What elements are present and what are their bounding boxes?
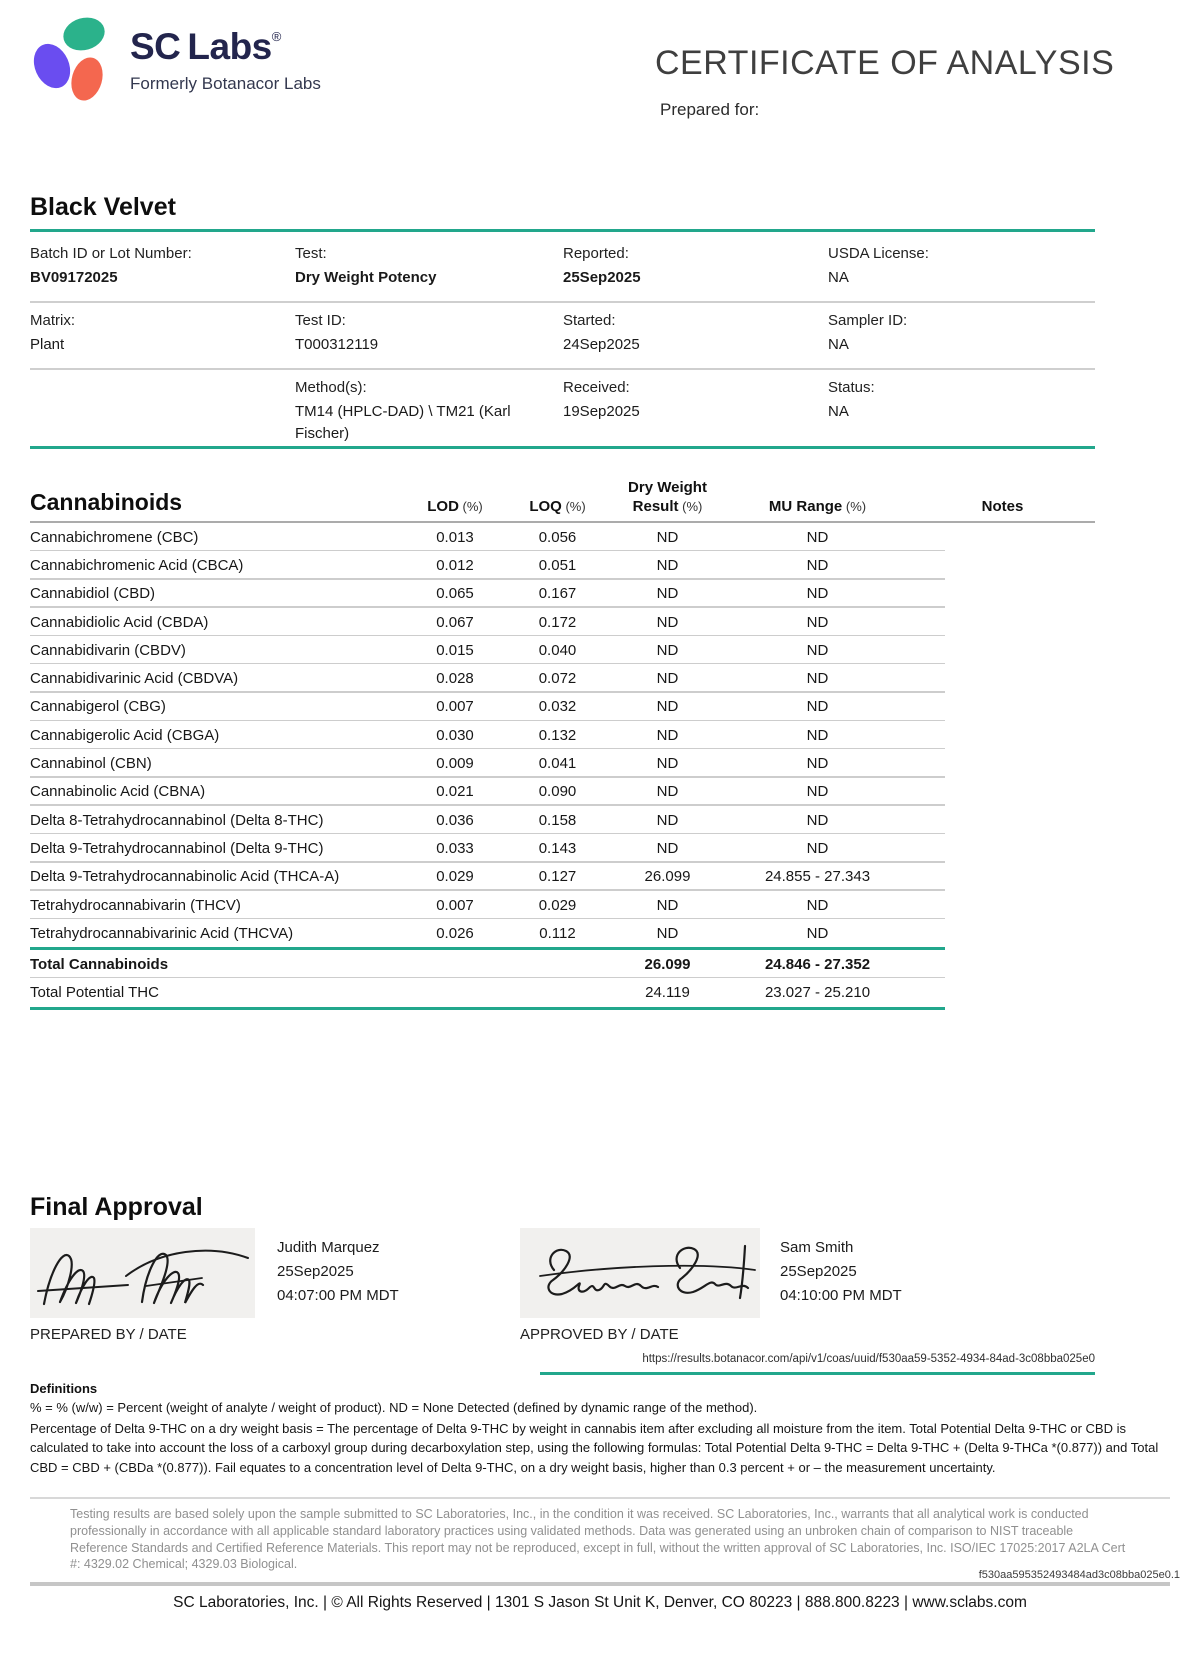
info-field: [563, 311, 828, 356]
cannabinoid-row: [30, 664, 1095, 692]
column-header-result: Dry Weight Result (%): [628, 479, 707, 515]
cannabinoids-section-title: Cannabinoids: [30, 489, 183, 515]
cannabinoid-analyte: Tetrahydrocannabivarinic Acid (THCVA): [30, 924, 294, 942]
cannabinoid-row: [30, 919, 1095, 947]
sc-labs-logo-mark: [30, 12, 118, 108]
cannabinoid-lod: 0.007: [436, 698, 474, 716]
total-label: Total Cannabinoids: [30, 955, 169, 973]
cannabinoid-row: [30, 721, 1095, 749]
info-field-label: Test:: [295, 245, 327, 262]
cannabinoid-loq: 0.172: [538, 613, 577, 631]
cannabinoid-result: ND: [656, 556, 679, 574]
logo-green-dot: [59, 13, 108, 55]
cannabinoid-row: [30, 863, 1095, 891]
cannabinoid-mu: ND: [806, 726, 829, 744]
column-header-notes: Notes: [981, 498, 1024, 515]
info-field-label: Started:: [563, 312, 616, 329]
cannabinoid-result: ND: [656, 698, 679, 716]
info-field-value: Dry Weight Potency: [295, 269, 437, 286]
info-field: [828, 244, 1095, 289]
document-title: CERTIFICATE OF ANALYSIS: [655, 44, 1115, 82]
cannabinoid-loq: 0.127: [538, 868, 577, 886]
info-row: [30, 303, 1095, 370]
cannabinoid-row: [30, 523, 1095, 551]
cannabinoid-result: ND: [656, 641, 679, 659]
cannabinoid-analyte: Delta 8-Tetrahydrocannabinol (Delta 8-THC): [30, 811, 324, 829]
cannabinoid-result: ND: [656, 783, 679, 801]
sample-info-table: [30, 236, 1095, 457]
prepared-signature-box: [30, 1228, 255, 1318]
disclaimer-text: Testing results are based solely upon the sample submitted to SC Laboratories, Inc., in the condition it was received. SC Laboratories, Inc., warrants that all analytical work is conducted professionally in accordance with all applicable standard laboratory practices using validated methods. Data was generated using an unbroken chain of comparison to NIST traceable Reference Standards and Certified Reference Materials. This report may not be reproduced, except in full, without the written approval of SC Laboratories, Inc. ISO/IEC 17025:2017 A2LA Cert #: 4329.02 Chemical; 4329.03 Biological.: [70, 1507, 1126, 1572]
cannabinoid-row: [30, 551, 1095, 579]
cannabinoid-lod: 0.033: [436, 839, 474, 857]
column-header-lod: LOD (%): [427, 498, 483, 515]
cannabinoid-analyte: Cannabidivarinic Acid (CBDVA): [30, 670, 239, 688]
final-approval-title: Final Approval: [30, 1193, 203, 1221]
cannabinoid-mu: ND: [806, 556, 829, 574]
cannabinoid-lod: 0.021: [436, 783, 474, 801]
cannabinoid-loq: 0.029: [538, 896, 577, 914]
cannabinoid-lod: 0.007: [436, 896, 474, 914]
cannabinoid-analyte: Delta 9-Tetrahydrocannabinol (Delta 9-THC): [30, 839, 324, 857]
info-field-label: Received:: [563, 379, 630, 396]
cannabinoid-result: ND: [656, 896, 679, 914]
cannabinoid-row: [30, 608, 1095, 636]
info-field: [563, 244, 828, 289]
info-field: [295, 378, 563, 445]
approved-by-details: [780, 1236, 902, 1308]
info-field-label: USDA License:: [828, 245, 929, 262]
info-field-value: Plant: [30, 336, 65, 353]
cannabinoid-loq: 0.041: [538, 755, 577, 773]
info-field: [828, 378, 1095, 445]
info-field-label: Batch ID or Lot Number:: [30, 245, 192, 262]
cannabinoid-row: [30, 693, 1095, 721]
prepared-by-label: PREPARED BY / DATE: [30, 1326, 187, 1343]
cannabinoids-totals: [30, 950, 1095, 1007]
info-field-label: Method(s):: [295, 379, 367, 396]
registered-trademark: ®: [271, 29, 281, 44]
cannabinoid-analyte: Cannabidiol (CBD): [30, 585, 156, 603]
logo-text: [130, 12, 321, 108]
cannabinoid-lod: 0.013: [436, 528, 474, 546]
document-hash: f530aa595352493484ad3c08bba025e0.1: [978, 1569, 1180, 1581]
prepared-for-label: Prepared for:: [660, 100, 760, 119]
cannabinoid-loq: 0.143: [538, 839, 577, 857]
cannabinoid-analyte: Tetrahydrocannabivarin (THCV): [30, 896, 241, 914]
cannabinoid-result: ND: [656, 585, 679, 603]
teal-divider: [30, 1007, 945, 1010]
cannabinoid-loq: 0.072: [538, 670, 577, 688]
cannabinoid-lod: 0.030: [436, 726, 474, 744]
info-field-value: NA: [828, 269, 849, 286]
approved-by-label: APPROVED BY / DATE: [520, 1326, 679, 1343]
total-mu: 24.846 - 27.352: [764, 955, 871, 973]
info-field: [30, 311, 295, 356]
disclaimer-top-border: [30, 1497, 1170, 1499]
approved-by-name: Sam Smith: [780, 1239, 854, 1256]
results-url-link[interactable]: https://results.botanacor.com/api/v1/coas/uuid/f530aa59-5352-4934-84ad-3c08bba025e0: [642, 1353, 1095, 1365]
prepared-by-details: [277, 1236, 399, 1308]
cannabinoid-loq: 0.132: [538, 726, 577, 744]
cannabinoid-analyte: Cannabigerolic Acid (CBGA): [30, 726, 220, 744]
approved-by-date: 25Sep2025: [780, 1263, 857, 1280]
info-field-label: Reported:: [563, 245, 629, 262]
cannabinoid-mu: ND: [806, 613, 829, 631]
cannabinoids-table-header: [30, 478, 1095, 523]
cannabinoid-row: [30, 891, 1095, 919]
cannabinoid-analyte: Delta 9-Tetrahydrocannabinolic Acid (THCA-A): [30, 868, 340, 886]
info-field: [295, 311, 563, 356]
cannabinoid-loq: 0.040: [538, 641, 577, 659]
teal-divider: [540, 1372, 1095, 1375]
cannabinoids-table-body: [30, 523, 1095, 947]
cannabinoid-loq: 0.056: [538, 528, 577, 546]
cannabinoid-analyte: Cannabichromenic Acid (CBCA): [30, 556, 244, 574]
logo-coral-dot: [67, 54, 108, 105]
total-mu: 23.027 - 25.210: [764, 984, 871, 1002]
cannabinoid-mu: ND: [806, 755, 829, 773]
total-result: 26.099: [644, 955, 691, 973]
teal-divider: [30, 229, 1095, 232]
cannabinoid-row: [30, 806, 1095, 834]
cannabinoid-row: [30, 834, 1095, 862]
cannabinoid-row: [30, 749, 1095, 777]
brand-tagline: Formerly Botanacor Labs: [130, 74, 321, 93]
sample-name: Black Velvet: [30, 193, 176, 221]
cannabinoid-mu: 24.855 - 27.343: [764, 868, 871, 886]
cannabinoid-result: ND: [656, 755, 679, 773]
cannabinoid-analyte: Cannabinolic Acid (CBNA): [30, 783, 206, 801]
info-field-label: Status:: [828, 379, 875, 396]
cannabinoid-lod: 0.036: [436, 811, 474, 829]
definitions-section: [30, 1381, 1170, 1477]
cannabinoid-lod: 0.065: [436, 585, 474, 603]
info-field: [30, 378, 295, 445]
info-field: [563, 378, 828, 445]
info-field-label: Test ID:: [295, 312, 346, 329]
cannabinoid-lod: 0.009: [436, 755, 474, 773]
cannabinoid-analyte: Cannabichromene (CBC): [30, 528, 199, 546]
approved-signature-box: [520, 1228, 760, 1318]
definitions-line1: % = % (w/w) = Percent (weight of analyte / weight of product). ND = None Detected (defined by dynamic range of the method).: [30, 1400, 758, 1415]
cannabinoid-mu: ND: [806, 698, 829, 716]
info-field-label: Sampler ID:: [828, 312, 908, 329]
cannabinoid-mu: ND: [806, 528, 829, 546]
total-row: [30, 950, 1095, 979]
cannabinoid-mu: ND: [806, 641, 829, 659]
cannabinoid-loq: 0.112: [539, 924, 576, 942]
info-row: [30, 236, 1095, 303]
cannabinoid-analyte: Cannabinol (CBN): [30, 755, 152, 773]
column-header-loq: LOQ (%): [529, 498, 586, 515]
cannabinoid-row: [30, 580, 1095, 608]
cannabinoid-lod: 0.067: [436, 613, 474, 631]
cannabinoid-analyte: Cannabidiolic Acid (CBDA): [30, 613, 209, 631]
info-field-label: Matrix:: [30, 312, 75, 329]
cannabinoid-lod: 0.015: [436, 641, 474, 659]
prepared-by-time: 04:07:00 PM MDT: [277, 1287, 399, 1304]
info-field-value: TM14 (HPLC-DAD) \ TM21 (Karl Fischer): [295, 403, 511, 442]
cannabinoid-result: ND: [656, 613, 679, 631]
cannabinoid-lod: 0.028: [436, 670, 474, 688]
info-field-value: NA: [828, 336, 849, 353]
total-label: Total Potential THC: [30, 984, 159, 1002]
prepared-by-name: Judith Marquez: [277, 1239, 380, 1256]
cannabinoid-mu: ND: [806, 670, 829, 688]
info-field: [828, 311, 1095, 356]
cannabinoid-row: [30, 778, 1095, 806]
cannabinoid-loq: 0.158: [538, 811, 577, 829]
disclaimer-bottom-border: [30, 1582, 1170, 1586]
prepared-signature-image: [30, 1228, 255, 1318]
cannabinoid-mu: ND: [806, 924, 829, 942]
cannabinoid-mu: ND: [806, 585, 829, 603]
info-field-value: 24Sep2025: [563, 336, 640, 353]
cannabinoid-loq: 0.090: [538, 783, 577, 801]
cannabinoid-lod: 0.026: [436, 924, 474, 942]
approved-signature-image: [520, 1228, 760, 1318]
cannabinoid-result: ND: [656, 839, 679, 857]
cannabinoid-loq: 0.167: [538, 585, 577, 603]
info-field-value: T000312119: [295, 336, 379, 353]
cannabinoid-mu: ND: [806, 896, 829, 914]
brand-name: SC Labs®: [130, 26, 281, 67]
cannabinoid-result: ND: [656, 924, 679, 942]
cannabinoid-analyte: Cannabidivarin (CBDV): [30, 641, 186, 659]
cannabinoid-analyte: Cannabigerol (CBG): [30, 698, 166, 716]
cannabinoid-loq: 0.032: [538, 698, 577, 716]
cannabinoid-result: ND: [656, 528, 679, 546]
cannabinoid-lod: 0.029: [436, 868, 474, 886]
total-result: 24.119: [645, 984, 690, 1002]
cannabinoid-result: ND: [656, 726, 679, 744]
sc-labs-logo: [30, 12, 321, 108]
cannabinoid-result: 26.099: [644, 868, 691, 886]
cannabinoid-mu: ND: [806, 783, 829, 801]
info-field-value: BV09172025: [30, 269, 118, 286]
footer-contact-line: SC Laboratories, Inc. | © All Rights Reserved | 1301 S Jason St Unit K, Denver, CO 80223 | 888.800.8223 | www.sclabs.com: [173, 1594, 1027, 1611]
cannabinoid-mu: ND: [806, 839, 829, 857]
info-field-value: NA: [828, 403, 849, 420]
cannabinoid-row: [30, 636, 1095, 664]
cannabinoid-lod: 0.012: [436, 556, 474, 574]
column-header-mu-range: MU Range (%): [768, 498, 867, 515]
cannabinoid-result: ND: [656, 670, 679, 688]
prepared-by-date: 25Sep2025: [277, 1263, 354, 1280]
info-row: [30, 370, 1095, 457]
cannabinoid-result: ND: [656, 811, 679, 829]
definitions-line2: Percentage of Delta 9-THC on a dry weight basis = The percentage of Delta 9-THC by weight in cannabis item after excluding all moisture from the item. Total Potential Delta 9-THC or CBD is calculated to take into account the loss of a carboxyl group during decarboxylation step, using the following formulas: Total Potential Delta 9-THC = Delta 9-THC + (Delta 9-THCa *(0.877)) and Total CBD = CBD + (CBDa *(0.877)). Fail equates to a concentration level of Delta 9-THC, on a dry weight basis, higher than 0.3 percent + or – the measurement uncertainty.: [30, 1421, 1159, 1475]
definitions-title: Definitions: [30, 1381, 98, 1396]
info-field-value: 19Sep2025: [563, 403, 640, 420]
info-field: [295, 244, 563, 289]
cannabinoid-mu: ND: [806, 811, 829, 829]
cannabinoids-section: [30, 478, 1095, 1010]
info-field: [30, 244, 295, 289]
teal-divider: [30, 446, 1095, 449]
total-row: [30, 978, 1095, 1007]
approved-by-time: 04:10:00 PM MDT: [780, 1287, 902, 1304]
cannabinoid-loq: 0.051: [538, 556, 577, 574]
info-field-value: 25Sep2025: [563, 269, 641, 286]
